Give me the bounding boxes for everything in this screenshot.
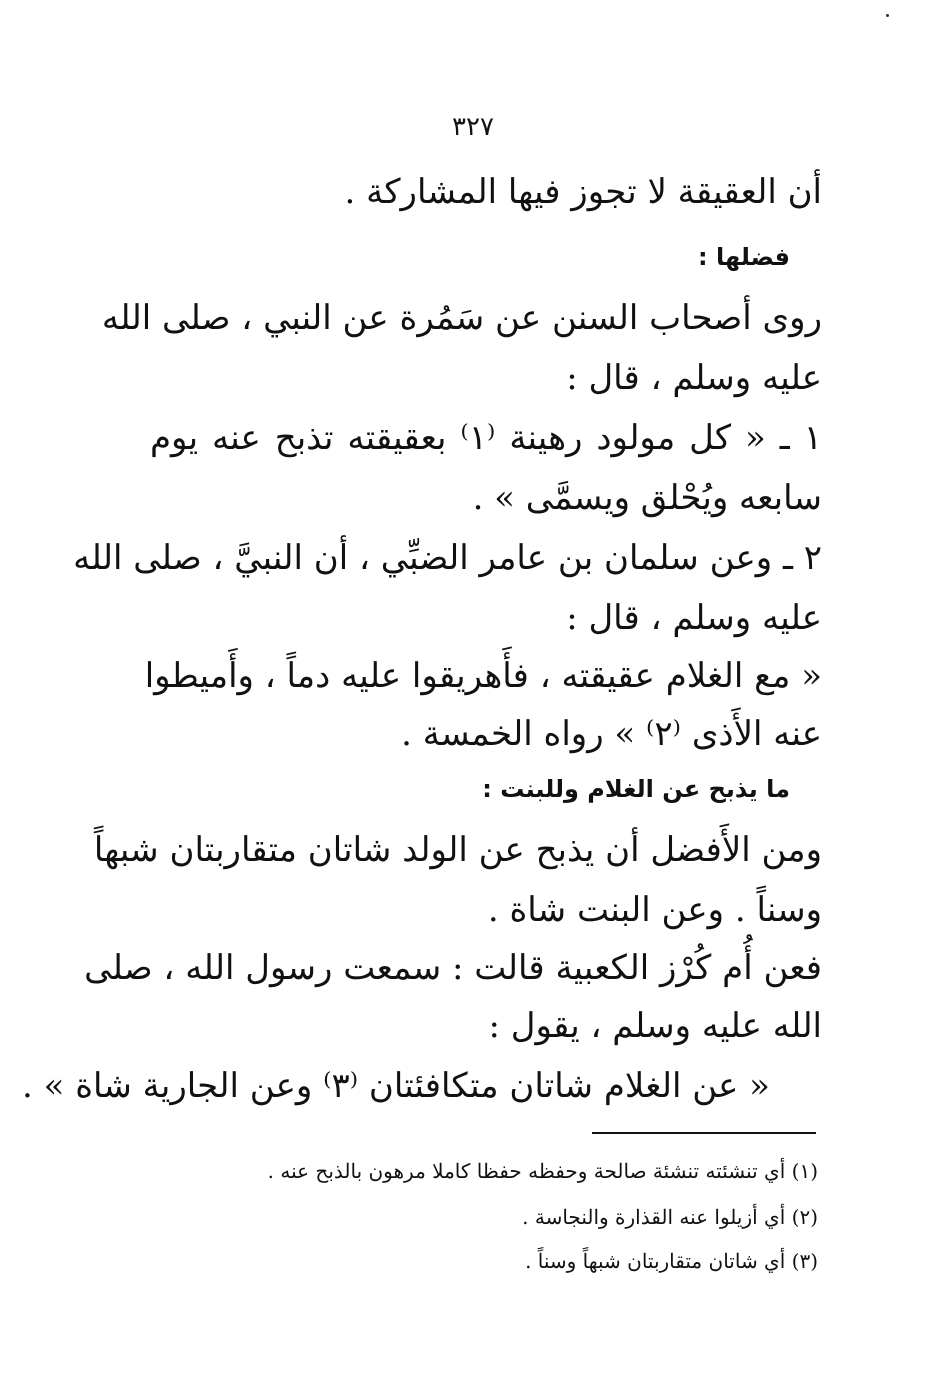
page-number: ٣٢٧ [452,112,494,142]
footnote-separator [592,1132,816,1134]
hadith-3-quote: « عن الغلام شاتان متكافئتان ⁽٣⁾ وعن الجارية شاة » . [21,1066,770,1106]
hadith-2-line-1: ٢ ـ وعن سلمان بن عامر الضبِّي ، أن النبيَّ ، صلى الله [73,538,822,578]
section-heading-virtue: فضلها : [698,243,790,271]
hadith-1-line-2: سابعه ويُحْلق ويسمَّى » . [472,478,822,518]
hadith-1-line-1: ١ ـ « كل مولود رهينة ⁽١⁾ بعقيقته تذبح عنه يوم [150,418,822,458]
footnote-3: (٣) أي شاتان متقاربتان شبهاً وسناً . [525,1249,818,1273]
scan-speck [886,14,889,17]
footnote-1: (١) أي تنشئته تنشئة صالحة وحفظه حفظا كاملا مرهون بالذبح عنه . [267,1159,818,1183]
text-line-1: أن العقيقة لا تجوز فيها المشاركة . [344,172,822,212]
text-line-11: وسناً . وعن البنت شاة . [487,890,822,930]
hadith-2-line-2: عليه وسلم ، قال : [566,598,822,638]
hadith-2-quote-line-2: عنه الأَذى ⁽٢⁾ » رواه الخمسة . [401,714,822,754]
text-line-12: فعن أُم كُرْز الكعبية قالت : سمعت رسول الله ، صلى [84,948,822,988]
text-line-3: عليه وسلم ، قال : [566,358,822,398]
text-line-10: ومن الأَفضل أن يذبح عن الولد شاتان متقاربتان شبهاً [93,830,822,870]
text-line-13: الله عليه وسلم ، يقول : [488,1006,822,1046]
text-line-2: روى أصحاب السنن عن سَمُرة عن النبي ، صلى الله [101,298,822,338]
hadith-2-quote-line-1: « مع الغلام عقيقته ، فأَهريقوا عليه دماً ، وأَميطوا [144,656,822,696]
footnote-2: (٢) أي أزيلوا عنه القذارة والنجاسة . [522,1205,818,1229]
section-heading-boy-girl: ما يذبح عن الغلام وللبنت : [482,775,790,803]
